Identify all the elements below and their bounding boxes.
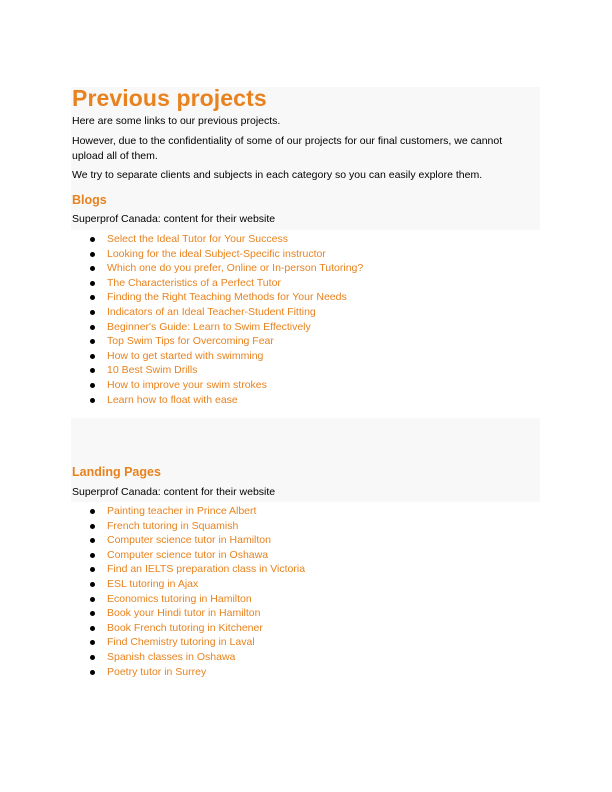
list-item [72,519,305,534]
blog-link[interactable]: Which one do you prefer, Online or In-person Tutoring? [107,262,364,275]
blog-link[interactable]: Finding the Right Teaching Methods for Your Needs [107,291,347,304]
bullet-icon [90,354,95,359]
blog-link[interactable]: How to improve your swim strokes [107,378,267,391]
list-item [72,562,305,577]
bullet-icon [90,553,95,558]
blog-link[interactable]: The Characteristics of a Perfect Tutor [107,276,281,289]
list-item [72,276,363,291]
list-item [72,548,305,563]
list-item [72,378,363,393]
list-item [72,606,305,621]
blog-link[interactable]: 10 Best Swim Drills [107,364,198,377]
landing-page-link[interactable]: Spanish classes in Oshawa [107,650,236,663]
list-item [72,305,363,320]
bullet-icon [90,310,95,315]
bullet-icon [90,252,95,257]
landing-page-link[interactable]: Computer science tutor in Oshawa [107,548,269,561]
blog-link[interactable]: Beginner's Guide: Learn to Swim Effectively [107,320,311,333]
landing-pages-subtitle: Superprof Canada: content for their website [72,486,276,498]
intro-line-1: Here are some links to our previous projects. [72,115,281,127]
list-item [72,247,363,262]
bullet-icon [90,524,95,529]
landing-page-link[interactable]: Computer science tutor in Hamilton [107,534,271,547]
list-item [72,635,305,650]
bullet-icon [90,281,95,286]
bullet-icon [90,640,95,645]
blog-link[interactable]: Top Swim Tips for Overcoming Fear [107,335,274,348]
landing-page-link[interactable]: Painting teacher in Prince Albert [107,505,257,517]
bullet-icon [90,626,95,631]
list-item [72,577,305,592]
bullet-icon [90,655,95,660]
list-item [72,650,305,665]
list-item [72,533,305,548]
blogs-subtitle: Superprof Canada: content for their website [72,213,276,225]
landing-page-link[interactable]: Poetry tutor in Surrey [107,665,207,678]
blog-link[interactable]: How to get started with swimming [107,349,264,362]
list-item [72,232,363,247]
intro-line-2: However, due to the confidentiality of some of our projects for our final customers, we cannot [72,135,503,147]
bullet-icon [90,538,95,543]
blog-link[interactable]: Learn how to float with ease [107,393,238,406]
list-item [72,665,305,680]
landing-page-link[interactable]: French tutoring in Squamish [107,519,239,532]
bullet-icon [90,398,95,403]
blogs-link-list [72,232,363,407]
landing-pages-link-list [72,504,305,679]
bullet-icon [90,368,95,373]
list-item [72,363,363,378]
list-item [72,320,363,335]
bullet-icon [90,339,95,344]
list-item [72,290,363,305]
bullet-icon [90,383,95,388]
bullet-icon [90,670,95,675]
list-item [72,504,305,519]
list-item [72,349,363,364]
intro-line-4: We try to separate clients and subjects in each category so you can easily explore them. [72,169,483,181]
intro-line-3: upload all of them. [72,150,158,162]
landing-page-link[interactable]: Economics tutoring in Hamilton [107,592,252,605]
bullet-icon [90,611,95,616]
bullet-icon [90,325,95,330]
landing-pages-heading: Landing Pages [72,465,161,479]
landing-page-link[interactable]: Find Chemistry tutoring in Laval [107,636,255,649]
blog-link[interactable]: Select the Ideal Tutor for Your Success [107,233,288,245]
bullet-icon [90,509,95,514]
list-item [72,393,363,408]
bullet-icon [90,567,95,572]
list-item [72,592,305,607]
landing-page-link[interactable]: Book French tutoring in Kitchener [107,621,263,634]
bullet-icon [90,295,95,300]
bullet-icon [90,237,95,242]
blog-link[interactable]: Indicators of an Ideal Teacher-Student Fitting [107,305,316,318]
list-item [72,334,363,349]
bullet-icon [90,266,95,271]
landing-page-link[interactable]: Book your Hindi tutor in Hamilton [107,607,261,620]
blog-link[interactable]: Looking for the ideal Subject-Specific instructor [107,247,326,260]
list-item [72,261,363,276]
blogs-heading: Blogs [72,193,107,207]
landing-page-link[interactable]: Find an IELTS preparation class in Victoria [107,563,306,576]
landing-page-link[interactable]: ESL tutoring in Ajax [107,577,199,590]
list-item [72,621,305,636]
bullet-icon [90,597,95,602]
bullet-icon [90,582,95,587]
page-title: Previous projects [72,85,267,111]
